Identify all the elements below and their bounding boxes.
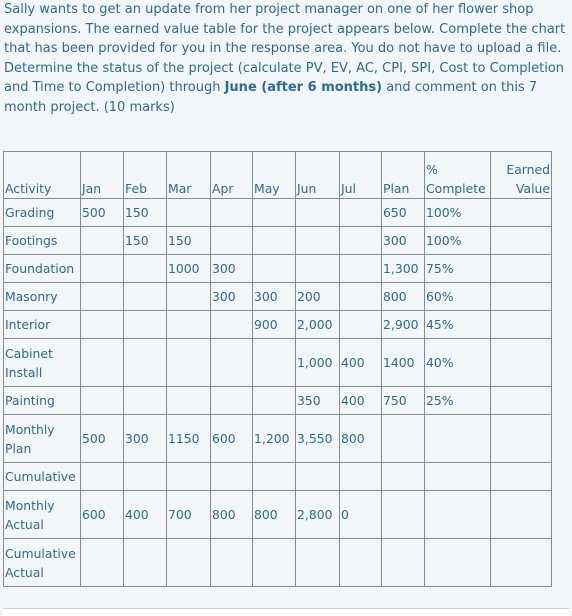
table-row: [4, 415, 552, 463]
table-row: [4, 339, 552, 387]
cell-mar: [167, 283, 211, 311]
cell-plan: [382, 539, 425, 587]
cell-feb: [124, 283, 167, 311]
cell-may: [253, 227, 296, 255]
cell-feb: [124, 387, 167, 415]
question-text: [4, 0, 566, 118]
cell-feb: [124, 255, 167, 283]
cell-jun: 3,550: [296, 415, 340, 463]
cell-jun: 2,800: [296, 491, 340, 539]
cell-activity: Foundation: [4, 255, 81, 283]
cell-may: 300: [253, 283, 296, 311]
cell-jul: 400: [340, 387, 382, 415]
cell-plan: 650: [382, 199, 425, 227]
cell-jan: [81, 283, 124, 311]
cell-apr: [211, 227, 253, 255]
cell-jun: 350: [296, 387, 340, 415]
cell-apr: 300: [211, 255, 253, 283]
cell-jan: [81, 255, 124, 283]
cell-jan: 500: [81, 199, 124, 227]
cell-jan: [81, 339, 124, 387]
earned-value-table: [3, 151, 552, 587]
cell-jun: [296, 227, 340, 255]
cell-jul: 800: [340, 415, 382, 463]
cell-earned-value: [491, 227, 552, 255]
cell-jun: [296, 539, 340, 587]
cell-may: [253, 463, 296, 491]
cell-jul: 400: [340, 339, 382, 387]
header-cell-apr: Apr: [211, 152, 253, 199]
cell-percent-complete: 60%: [425, 283, 491, 311]
cell-apr: 300: [211, 283, 253, 311]
cell-jun: 200: [296, 283, 340, 311]
cell-plan: 2,900: [382, 311, 425, 339]
cell-may: 1,200: [253, 415, 296, 463]
table-row: [4, 255, 552, 283]
cell-activity: Painting: [4, 387, 81, 415]
cell-activity: Monthly Actual: [4, 491, 81, 539]
table-row: [4, 311, 552, 339]
cell-percent-complete: [425, 463, 491, 491]
cell-earned-value: [491, 199, 552, 227]
header-cell-activity: Activity: [4, 152, 81, 199]
cell-may: 800: [253, 491, 296, 539]
cell-apr: [211, 539, 253, 587]
cell-plan: 800: [382, 283, 425, 311]
cell-activity: Interior: [4, 311, 81, 339]
cell-jun: [296, 255, 340, 283]
cell-plan: [382, 491, 425, 539]
cell-may: [253, 387, 296, 415]
table-row: [4, 463, 552, 491]
cell-feb: [124, 463, 167, 491]
cell-may: [253, 199, 296, 227]
cell-jan: [81, 227, 124, 255]
cell-jul: [340, 199, 382, 227]
cell-apr: [211, 387, 253, 415]
cell-jun: [296, 463, 340, 491]
cell-earned-value: [491, 255, 552, 283]
cell-activity: Monthly Plan: [4, 415, 81, 463]
cell-percent-complete: 45%: [425, 311, 491, 339]
table-row: [4, 539, 552, 587]
cell-jan: [81, 463, 124, 491]
header-cell-jan: Jan: [81, 152, 124, 199]
header-cell-mar: Mar: [167, 152, 211, 199]
cell-percent-complete: 100%: [425, 227, 491, 255]
cell-feb: [124, 539, 167, 587]
cell-activity: Grading: [4, 199, 81, 227]
cell-jan: 500: [81, 415, 124, 463]
cell-apr: 600: [211, 415, 253, 463]
cell-percent-complete: 100%: [425, 199, 491, 227]
cell-may: [253, 539, 296, 587]
table-row: [4, 491, 552, 539]
cell-may: [253, 339, 296, 387]
cell-may: [253, 255, 296, 283]
cell-earned-value: [491, 539, 552, 587]
cell-percent-complete: 25%: [425, 387, 491, 415]
header-cell-jul: Jul: [340, 152, 382, 199]
cell-jan: [81, 539, 124, 587]
cell-feb: 300: [124, 415, 167, 463]
cell-apr: [211, 311, 253, 339]
cell-plan: 300: [382, 227, 425, 255]
cell-feb: [124, 339, 167, 387]
cell-feb: 150: [124, 199, 167, 227]
header-cell-earned-value: Earned Value: [491, 152, 552, 199]
cell-percent-complete: [425, 491, 491, 539]
cell-may: 900: [253, 311, 296, 339]
cell-activity: Footings: [4, 227, 81, 255]
cell-mar: [167, 339, 211, 387]
table-row: [4, 199, 552, 227]
cell-jan: 600: [81, 491, 124, 539]
cell-jul: [340, 255, 382, 283]
cell-jul: [340, 283, 382, 311]
table-row: [4, 387, 552, 415]
cell-apr: 800: [211, 491, 253, 539]
header-cell-jun: Jun: [296, 152, 340, 199]
cell-jul: [340, 227, 382, 255]
cell-jun: [296, 199, 340, 227]
cell-mar: [167, 463, 211, 491]
cell-apr: [211, 339, 253, 387]
header-cell-feb: Feb: [124, 152, 167, 199]
cell-jul: 0: [340, 491, 382, 539]
question-body: Sally wants to get an update from her project manager on one of her flower shop expansions. The earned value table for the project appears below. Complete the chart that has been provided for you in the response area. You do not have to upload a file. Determine the status of the project (calculate PV, EV, AC, CPI, SPI, Cost to Completion and Time to Completion) through: [4, 2, 566, 96]
cell-mar: 1000: [167, 255, 211, 283]
cell-earned-value: [491, 339, 552, 387]
cell-jul: [340, 539, 382, 587]
cell-activity: Cabinet Install: [4, 339, 81, 387]
question-emphasis: June (after 6 months): [224, 80, 383, 96]
cell-mar: 150: [167, 227, 211, 255]
cell-mar: [167, 311, 211, 339]
cell-plan: [382, 463, 425, 491]
cell-earned-value: [491, 311, 552, 339]
cell-plan: 750: [382, 387, 425, 415]
cell-plan: [382, 415, 425, 463]
cell-activity: Cumulative Actual: [4, 539, 81, 587]
cell-apr: [211, 199, 253, 227]
cell-jan: [81, 387, 124, 415]
cell-feb: 150: [124, 227, 167, 255]
cell-mar: 700: [167, 491, 211, 539]
cell-earned-value: [491, 387, 552, 415]
header-cell-may: May: [253, 152, 296, 199]
cell-percent-complete: 75%: [425, 255, 491, 283]
cell-earned-value: [491, 463, 552, 491]
cell-earned-value: [491, 415, 552, 463]
table-row: [4, 283, 552, 311]
cell-jul: [340, 311, 382, 339]
table-row: [4, 227, 552, 255]
cell-activity: Masonry: [4, 283, 81, 311]
header-cell-plan: Plan: [382, 152, 425, 199]
cell-jun: 1,000: [296, 339, 340, 387]
header-row: [4, 152, 552, 199]
cell-mar: [167, 387, 211, 415]
question-tail: and comment on this 7 month project. (10 marks): [4, 80, 538, 115]
cell-plan: 1,300: [382, 255, 425, 283]
cell-activity: Cumulative: [4, 463, 81, 491]
cell-plan: 1400: [382, 339, 425, 387]
cell-mar: [167, 199, 211, 227]
cell-earned-value: [491, 491, 552, 539]
cell-percent-complete: [425, 539, 491, 587]
cell-percent-complete: 40%: [425, 339, 491, 387]
cell-earned-value: [491, 283, 552, 311]
cell-mar: [167, 539, 211, 587]
cell-jul: [340, 463, 382, 491]
cell-feb: [124, 311, 167, 339]
cell-apr: [211, 463, 253, 491]
cell-percent-complete: [425, 415, 491, 463]
cell-jun: 2,000: [296, 311, 340, 339]
cell-jan: [81, 311, 124, 339]
cell-mar: 1150: [167, 415, 211, 463]
header-cell-percent-complete: % Complete: [425, 152, 491, 199]
cell-feb: 400: [124, 491, 167, 539]
